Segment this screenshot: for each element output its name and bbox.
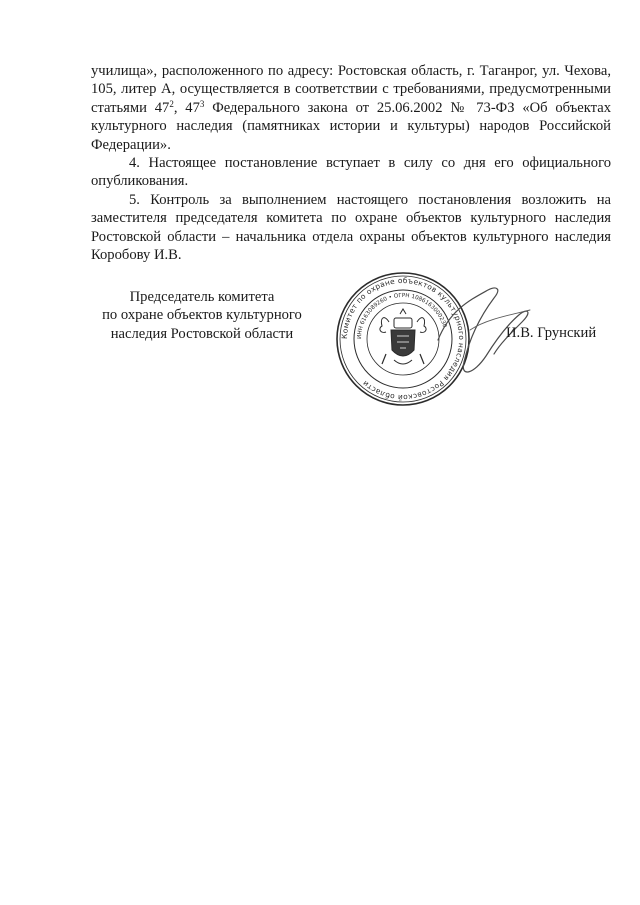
signatory-title: Председатель комитета по охране объектов культурного наследия Ростовской области xyxy=(102,289,302,342)
coat-of-arms-icon xyxy=(380,309,426,364)
paragraph-3-continuation: училища», расположенного по адресу: Ростовская область, г. Таганрог, ул. Чехова, 105, литер А, осуществляется в соответствии с требованиями, предусмотренными статьями $47^2$, $47^3$ Федерального закона от 25.06.2002 № 73-ФЗ «Об объектах культурного наследия (памятниках истории и культуры) народов Российской Федерации». xyxy=(91,63,611,153)
superscript: 3 xyxy=(199,98,205,109)
superscript: 2 xyxy=(169,98,174,109)
seal-outer-text: Комитет по охране объектов культурного наследия Ростовской области xyxy=(339,275,467,403)
signatory-name: И.В. Грунский xyxy=(506,325,597,341)
seal-inner-text: ИНН 6163089260 • ОГРН 1086163000230 xyxy=(356,292,448,340)
paragraph-4: 4. Настоящее постановление вступает в силу со дня его официального опубликования. xyxy=(91,155,611,190)
paragraph-5: 5. Контроль за выполнением настоящего постановления возложить на заместителя председателя комитета по охране объектов культурного наследия Ростовской области – начальника отдела охраны объектов культурного наследия Коробову И.В. xyxy=(91,191,611,264)
document-body xyxy=(91,62,611,264)
